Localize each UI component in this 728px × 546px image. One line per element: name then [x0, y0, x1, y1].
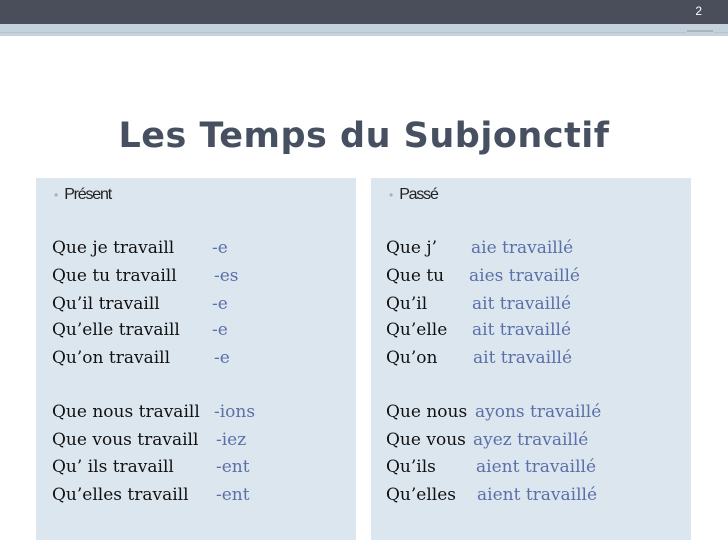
present-row-subject: Qu’il travaill	[52, 294, 160, 314]
present-row-subject: Qu’on travaill	[52, 348, 171, 368]
present-row-ending: -e	[212, 238, 228, 258]
present-row-ending: -ions	[214, 402, 256, 422]
bullet-icon: •	[389, 188, 394, 202]
present-row-ending: -es	[214, 266, 239, 286]
passe-row-subject: Qu’elles	[386, 485, 457, 505]
present-row-ending: -ent	[216, 485, 250, 505]
present-row-subject: Que je travaill	[52, 238, 175, 258]
slide-header-bar	[0, 0, 728, 24]
passe-panel	[371, 178, 691, 540]
header-divider-line	[0, 32, 686, 33]
header-corner-line	[687, 30, 713, 32]
passe-row-subject: Que vous	[386, 430, 466, 450]
passe-row-subject: Qu’elle	[386, 320, 448, 340]
passe-row-ending: ait travaillé	[472, 320, 572, 340]
header-accent-band	[0, 24, 728, 36]
passe-row-subject: Qu’ils	[386, 457, 436, 477]
present-row-ending: -iez	[216, 430, 247, 450]
present-row-ending: -e	[214, 348, 230, 368]
slide-title: Les Temps du Subjonctif	[118, 116, 610, 156]
present-row-subject: Que vous travaill	[52, 430, 199, 450]
passe-row-ending: ait travaillé	[472, 294, 572, 314]
page-number: 2	[695, 4, 702, 18]
passe-row-ending: ayons travaillé	[475, 402, 602, 422]
present-panel	[36, 178, 356, 540]
passe-row-ending: ayez travaillé	[473, 430, 589, 450]
passe-heading	[389, 186, 438, 204]
present-row-ending: -e	[212, 294, 228, 314]
present-row-subject: Qu’elles travaill	[52, 485, 189, 505]
present-heading-label: Présent	[64, 186, 111, 203]
passe-row-subject: Que j’	[386, 238, 438, 258]
passe-row-ending: aies travaillé	[469, 266, 580, 286]
passe-row-ending: ait travaillé	[473, 348, 573, 368]
passe-heading-label: Passé	[399, 186, 438, 203]
bullet-icon: •	[54, 188, 59, 202]
present-row-subject: Qu’ ils travaill	[52, 457, 174, 477]
passe-row-ending: aie travaillé	[471, 238, 574, 258]
present-row-ending: -e	[212, 320, 228, 340]
passe-row-subject: Que nous	[386, 402, 468, 422]
passe-row-ending: aient travaillé	[476, 457, 597, 477]
present-row-subject: Que nous travaill	[52, 402, 200, 422]
passe-row-subject: Que tu	[386, 266, 445, 286]
header-divider-line-right	[714, 32, 728, 33]
present-row-ending: -ent	[216, 457, 250, 477]
present-row-subject: Qu’elle travaill	[52, 320, 180, 340]
passe-row-subject: Qu’on	[386, 348, 438, 368]
present-row-subject: Que tu travaill	[52, 266, 177, 286]
passe-row-subject: Qu’il	[386, 294, 428, 314]
passe-row-ending: aient travaillé	[477, 485, 598, 505]
present-heading	[54, 186, 111, 204]
